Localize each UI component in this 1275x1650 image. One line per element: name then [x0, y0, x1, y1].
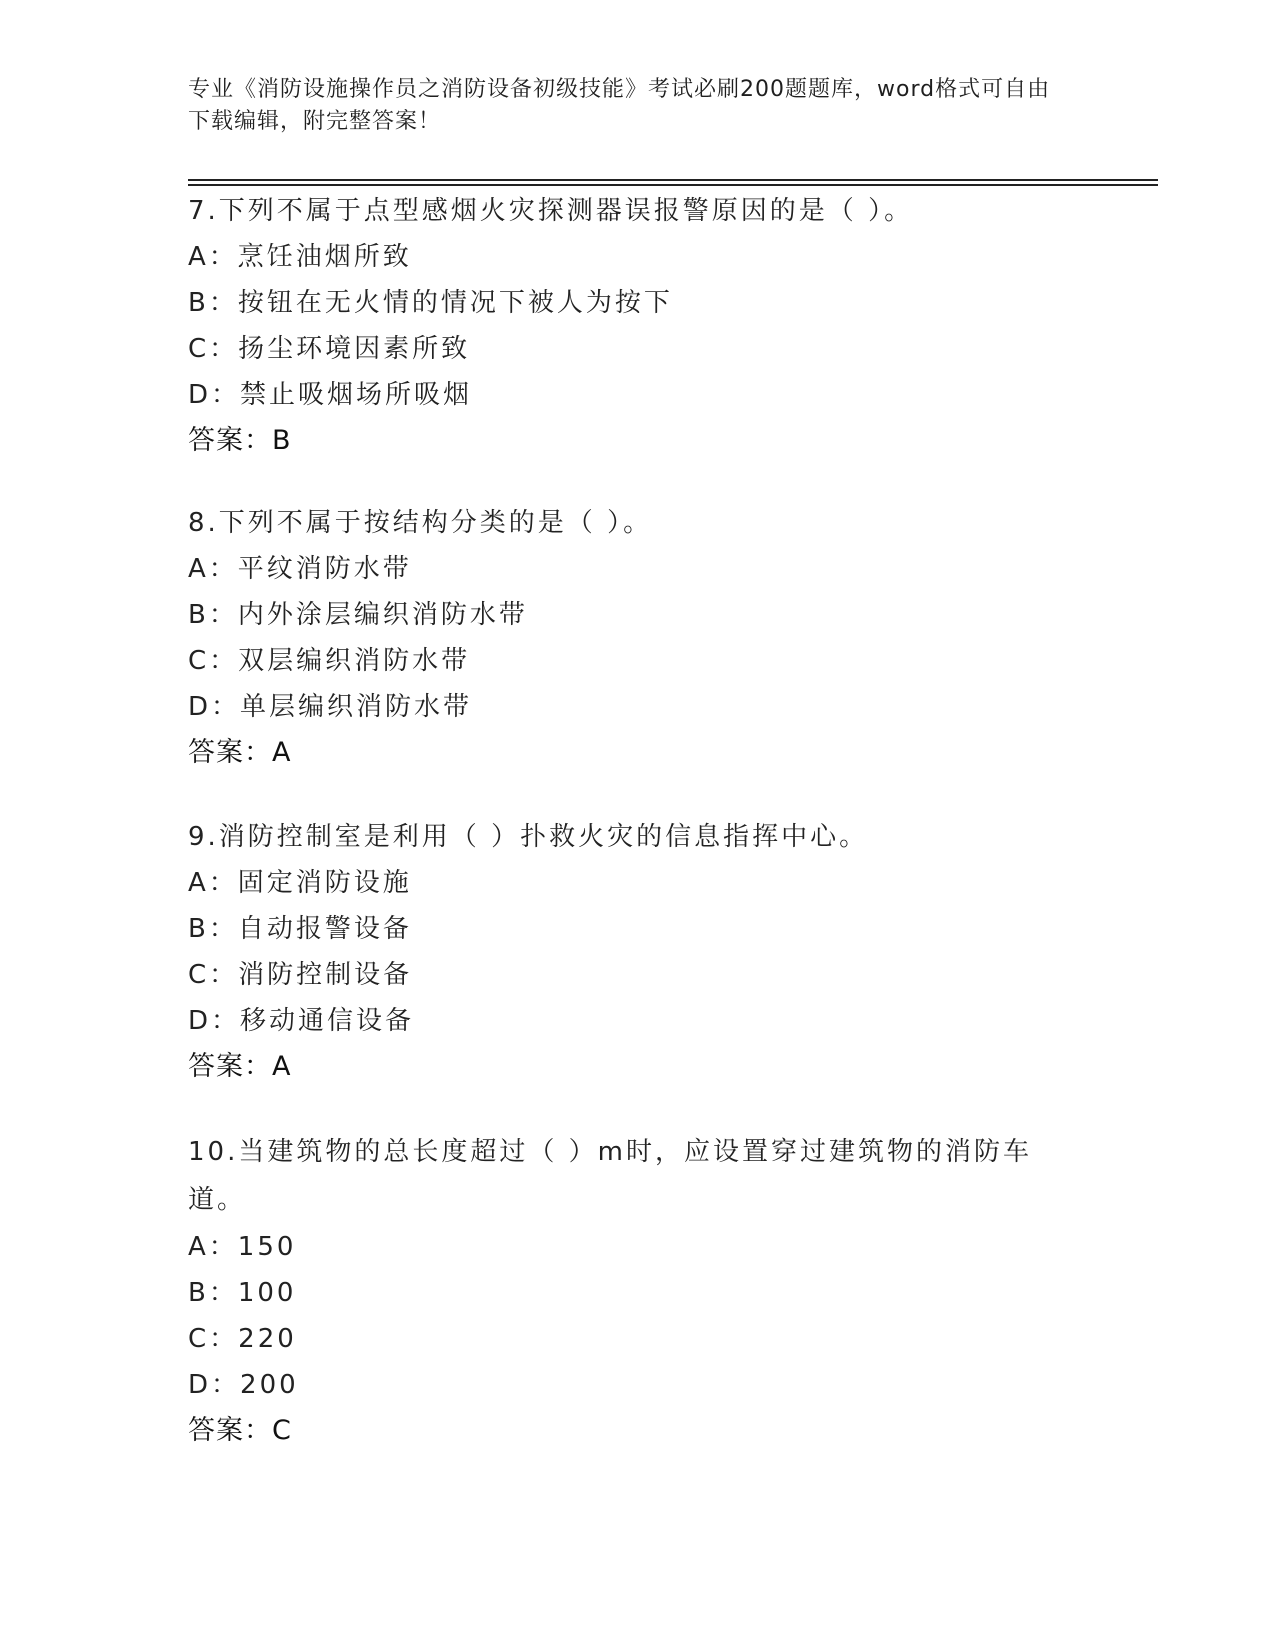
document-header: 专业《消防设施操作员之消防设备初级技能》考试必刷200题题库，word格式可自由下载编辑，附完整答案！ [188, 77, 1051, 134]
option-c: C：双层编织消防水带 [188, 646, 471, 676]
option-d: D：移动通信设备 [188, 1006, 415, 1036]
question-8 [188, 500, 1088, 776]
question-stem: 10.当建筑物的总长度超过（ ）m时，应设置穿过建筑物的消防车道。 [188, 1137, 1032, 1215]
option-b: B：按钮在无火情的情况下被人为按下 [188, 288, 673, 318]
option-c: C：消防控制设备 [188, 960, 413, 990]
option-b: B：自动报警设备 [188, 914, 412, 944]
answer-label: 答案：A [188, 737, 292, 768]
answer-label: 答案：C [188, 1415, 292, 1446]
option-a: A：平纹消防水带 [188, 554, 412, 584]
option-b: B：内外涂层编织消防水带 [188, 600, 528, 630]
header-divider-top [188, 179, 1158, 181]
option-c: C：220 [188, 1324, 297, 1354]
question-stem: 9.消防控制室是利用（ ）扑救火灾的信息指挥中心。 [188, 822, 869, 852]
option-a: A：150 [188, 1232, 297, 1262]
option-d: D：单层编织消防水带 [188, 692, 473, 722]
option-d: D：禁止吸烟场所吸烟 [188, 380, 473, 410]
option-d: D：200 [188, 1370, 299, 1400]
answer-label: 答案：B [188, 425, 292, 456]
question-10 [188, 1128, 1058, 1454]
option-c: C：扬尘环境因素所致 [188, 334, 471, 364]
question-stem: 8.下列不属于按结构分类的是（ ）。 [188, 508, 653, 538]
question-stem: 7.下列不属于点型感烟火灾探测器误报警原因的是（ ）。 [188, 196, 914, 226]
question-7 [188, 188, 1088, 464]
option-a: A：固定消防设施 [188, 868, 412, 898]
question-9 [188, 814, 1088, 1090]
option-a: A：烹饪油烟所致 [188, 242, 412, 272]
answer-label: 答案：A [188, 1051, 292, 1082]
option-b: B：100 [188, 1278, 297, 1308]
header-divider-bottom [188, 184, 1158, 186]
